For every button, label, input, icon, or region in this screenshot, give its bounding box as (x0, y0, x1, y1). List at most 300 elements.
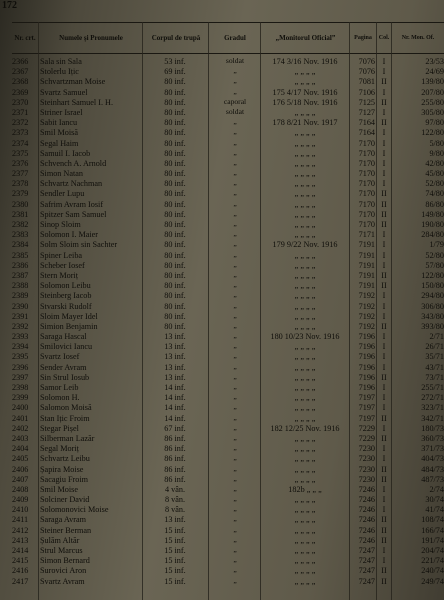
cell-pag: 7170 (358, 209, 375, 219)
cell-corp: 80 inf. (164, 311, 186, 321)
cell-grad: „ (233, 546, 237, 554)
table-row (0, 179, 444, 189)
cell-col: II (381, 413, 387, 423)
cell-mon: „ „ „ „ (294, 270, 316, 280)
cell-pag: 7170 (358, 138, 375, 148)
cell-name: Segal Haim (40, 138, 79, 148)
cell-nr: 2373 (12, 128, 29, 138)
cell-name: Sin Strul Iosub (40, 372, 90, 382)
cell-nr2: 41/74 (425, 505, 444, 515)
cell-mon: „ „ „ „ (294, 311, 316, 321)
header-monitor: „Monitorul Oficial” (275, 33, 336, 42)
table-row (0, 57, 444, 67)
cell-grad: „ (233, 169, 237, 178)
header-col: Col. (378, 34, 390, 41)
cell-pag: 7171 (358, 230, 375, 240)
cell-pag: 7196 (358, 332, 375, 342)
cell-grad: „ (233, 87, 237, 96)
table-row (0, 363, 444, 373)
cell-col: I (382, 332, 386, 342)
cell-corp: 80 inf. (164, 77, 186, 87)
cell-pag: 7076 (358, 57, 375, 66)
cell-name: Steiner Berman (40, 525, 92, 535)
cell-nr2: 1/79 (429, 240, 444, 250)
cell-nr: 2411 (12, 515, 29, 525)
cell-nr2: 122/80 (421, 128, 444, 138)
cell-grad: „ (233, 515, 237, 524)
table-row (0, 200, 444, 210)
cell-pag: 7192 (358, 291, 375, 301)
cell-col: I (382, 342, 386, 352)
cell-name: Schvartzman Moise (40, 77, 106, 87)
cell-col: I (382, 311, 386, 321)
cell-nr: 2366 (12, 57, 29, 66)
cell-mon: „ „ „ „ (294, 107, 316, 117)
cell-nr2: 26/71 (425, 342, 444, 352)
cell-pag: 7197 (358, 393, 375, 403)
cell-col: II (381, 199, 387, 209)
cell-pag: 7229 (358, 433, 375, 443)
cell-nr: 2387 (12, 270, 29, 280)
cell-pag: 7170 (358, 148, 375, 158)
cell-nr2: 42/80 (425, 158, 444, 168)
table-row (0, 495, 444, 505)
table-row (0, 251, 444, 261)
cell-col: II (381, 525, 387, 535)
cell-nr2: 272/71 (421, 393, 444, 403)
header-corp: Corpul de trupă (151, 33, 201, 42)
cell-pag: 7246 (358, 535, 375, 545)
table-row (0, 108, 444, 118)
cell-col: I (382, 128, 386, 138)
cell-corp: 67 inf. (164, 423, 186, 433)
cell-corp: 69 inf. (164, 67, 186, 77)
cell-mon: „ „ „ „ (294, 403, 316, 413)
cell-grad: „ (233, 311, 237, 320)
table-row (0, 332, 444, 342)
cell-corp: 80 inf. (164, 158, 186, 168)
cell-nr2: 284/80 (421, 230, 444, 240)
cell-mon: „ „ „ „ (294, 220, 316, 229)
cell-grad: „ (233, 372, 237, 381)
cell-nr2: 393/80 (421, 321, 444, 331)
cell-pag: 7246 (358, 495, 375, 505)
cell-nr: 2406 (12, 464, 29, 474)
cell-mon: „ „ „ „ (294, 393, 316, 403)
cell-nr2: 2/71 (429, 332, 444, 342)
cell-name: Silberman Lazăr (40, 433, 95, 443)
cell-pag: 7230 (358, 444, 375, 454)
cell-nr2: 2/74 (429, 484, 444, 494)
cell-mon: „ „ „ „ (294, 260, 316, 270)
cell-nr: 2382 (12, 220, 29, 229)
cell-name: Spiner Leiba (40, 250, 83, 260)
cell-corp: 13 inf. (164, 515, 186, 525)
table-row (0, 444, 444, 454)
cell-col: II (381, 474, 387, 484)
cell-nr2: 166/74 (421, 525, 444, 535)
table-row (0, 373, 444, 383)
cell-mon: 175 4/17 Nov. 1916 (272, 87, 338, 97)
cell-col: I (382, 240, 386, 250)
header-name: Numele și Pronumele (59, 33, 123, 42)
cell-nr2: 52/80 (425, 250, 444, 260)
cell-pag: 7127 (358, 107, 375, 117)
cell-mon: „ „ „ „ (294, 301, 316, 311)
cell-col: II (381, 189, 387, 199)
table-row (0, 210, 444, 220)
cell-name: Safrim Avram Iosif (40, 199, 104, 209)
cell-nr: 2392 (12, 321, 29, 331)
cell-nr2: 360/73 (421, 433, 444, 443)
cell-col: II (381, 535, 387, 545)
cell-name: Svartz Avram (40, 576, 85, 586)
cell-grad: „ (233, 464, 237, 473)
cell-name: Saraga Avram (40, 515, 86, 525)
cell-corp: 80 inf. (164, 230, 186, 240)
cell-nr2: 24/69 (425, 67, 444, 77)
cell-name: Sabit Iancu (40, 118, 78, 128)
table-row (0, 118, 444, 128)
cell-pag: 7197 (358, 403, 375, 413)
cell-nr2: 255/80 (421, 97, 444, 107)
cell-nr2: 255/71 (421, 383, 444, 392)
cell-col: I (382, 393, 386, 403)
cell-name: Solomon I. Maier (40, 230, 98, 240)
cell-col: I (382, 169, 386, 179)
cell-nr2: 30/74 (425, 495, 444, 505)
cell-name: Sloim Mayer Idel (40, 311, 98, 321)
cell-name: Stvarski Rudolf (40, 301, 92, 311)
cell-corp: 80 inf. (164, 301, 186, 311)
cell-name: Stegar Pișel (40, 423, 79, 433)
cell-col: II (381, 220, 387, 229)
table-row (0, 67, 444, 77)
table-row (0, 485, 444, 495)
cell-mon: „ „ „ „ (294, 352, 316, 362)
cell-pag: 7125 (358, 97, 375, 107)
cell-col: I (382, 148, 386, 158)
cell-corp: 80 inf. (164, 291, 186, 301)
cell-nr2: 23/53 (425, 57, 444, 66)
table-row (0, 230, 444, 240)
cell-mon: 176 5/18 Nov. 1916 (272, 97, 338, 107)
cell-grad: „ (233, 270, 237, 279)
cell-name: Svartz Iosef (40, 352, 80, 362)
cell-mon: „ „ „ „ (294, 556, 316, 566)
cell-nr: 2390 (12, 301, 29, 311)
cell-name: Solm Sloim sin Sachter (40, 240, 118, 250)
cell-pag: 7191 (358, 240, 375, 250)
header-pag: Pagina (354, 34, 372, 41)
cell-mon: „ „ „ „ (294, 474, 316, 484)
cell-corp: 86 inf. (164, 464, 186, 474)
cell-name: Sala sin Sala (40, 57, 82, 66)
cell-col: I (382, 444, 386, 454)
cell-grad: „ (233, 342, 237, 351)
cell-mon: „ „ „ „ (294, 209, 316, 219)
cell-pag: 7247 (358, 546, 375, 555)
table-row (0, 189, 444, 199)
cell-nr2: 57/80 (425, 260, 444, 270)
cell-col: I (382, 495, 386, 505)
table-row (0, 322, 444, 332)
cell-nr2: 342/71 (421, 413, 444, 423)
cell-grad: „ (233, 423, 237, 432)
cell-nr2: 149/80 (421, 209, 444, 219)
table-row (0, 526, 444, 536)
cell-nr: 2398 (12, 383, 29, 392)
cell-col: I (382, 138, 386, 148)
table-row (0, 556, 444, 566)
cell-col: I (382, 383, 386, 392)
cell-nr: 2379 (12, 189, 29, 199)
cell-name: Scheber Iosef (40, 260, 85, 270)
cell-name: Spitzer Sam Samuel (40, 209, 107, 219)
table-row (0, 414, 444, 424)
table-row (0, 342, 444, 352)
cell-name: Simion Benjamin (40, 321, 98, 331)
cell-col: I (382, 250, 386, 260)
table-row (0, 475, 444, 485)
cell-nr2: 487/73 (421, 474, 444, 484)
cell-mon: „ „ „ „ (294, 535, 316, 545)
cell-nr: 2401 (12, 413, 29, 423)
cell-grad: „ (233, 525, 237, 534)
cell-mon: „ „ „ „ (294, 77, 316, 87)
cell-corp: 15 inf. (164, 546, 186, 555)
cell-nr2: 73/71 (425, 372, 444, 382)
cell-corp: 80 inf. (164, 118, 186, 128)
cell-nr2: 240/74 (421, 566, 444, 576)
cell-name: Steinhart Samuel I. H. (40, 97, 113, 107)
cell-nr: 2395 (12, 352, 29, 362)
cell-name: Stan Ițic Froim (40, 413, 90, 423)
cell-nr: 2412 (12, 525, 29, 535)
cell-grad: „ (233, 281, 237, 290)
cell-nr: 2385 (12, 250, 29, 260)
cell-col: I (382, 505, 386, 515)
cell-nr: 2403 (12, 433, 29, 443)
cell-corp: 80 inf. (164, 97, 186, 107)
cell-nr: 2372 (12, 118, 29, 128)
table-row (0, 434, 444, 444)
cell-pag: 7246 (358, 515, 375, 525)
cell-grad: „ (233, 138, 237, 147)
cell-name: Smilovici Iancu (40, 342, 93, 352)
cell-mon: „ „ „ „ (294, 138, 316, 148)
table-row (0, 159, 444, 169)
cell-pag: 7081 (358, 77, 375, 87)
cell-nr2: 43/71 (425, 362, 444, 372)
cell-grad: „ (233, 556, 237, 565)
cell-col: II (381, 118, 387, 128)
table-row (0, 139, 444, 149)
table-row (0, 220, 444, 230)
table-row (0, 566, 444, 576)
cell-grad: „ (233, 566, 237, 575)
cell-nr2: 191/74 (421, 535, 444, 545)
cell-pag: 7164 (358, 128, 375, 138)
cell-col: I (382, 57, 386, 66)
cell-mon: 179 9/22 Nov. 1916 (272, 240, 338, 250)
cell-nr2: 97/80 (425, 118, 444, 128)
header-bottom-rule (12, 53, 444, 54)
cell-nr2: 204/74 (421, 546, 444, 555)
cell-grad: „ (233, 321, 237, 330)
cell-grad: caporal (223, 97, 247, 106)
cell-nr: 2388 (12, 281, 29, 291)
cell-grad: „ (233, 291, 237, 300)
cell-pag: 7192 (358, 311, 375, 321)
table-row (0, 465, 444, 475)
cell-col: II (381, 321, 387, 331)
cell-nr: 2410 (12, 505, 29, 515)
cell-mon: „ „ „ „ (294, 291, 316, 301)
cell-name: Schvartz Leibu (40, 454, 90, 464)
cell-name: Sender Avram (40, 362, 87, 372)
cell-nr: 2402 (12, 423, 29, 433)
cell-corp: 13 inf. (164, 352, 186, 362)
cell-col: I (382, 546, 386, 555)
cell-corp: 14 inf. (164, 403, 186, 413)
cell-col: II (381, 515, 387, 525)
cell-nr: 2377 (12, 169, 29, 179)
cell-nr2: 294/80 (421, 291, 444, 301)
cell-col: I (382, 230, 386, 240)
cell-grad: „ (233, 230, 237, 239)
cell-name: Salomon Moisă (40, 403, 92, 413)
cell-pag: 7196 (358, 342, 375, 352)
cell-corp: 14 inf. (164, 383, 186, 392)
cell-corp: 80 inf. (164, 321, 186, 331)
cell-pag: 7246 (358, 505, 375, 515)
cell-col: I (382, 423, 386, 433)
cell-name: Simon Natan (40, 169, 83, 179)
cell-col: I (382, 67, 386, 77)
table-row (0, 312, 444, 322)
cell-mon: „ „ „ „ (294, 413, 316, 423)
table-row (0, 128, 444, 138)
cell-name: Svartz Samuel (40, 87, 88, 97)
cell-grad: „ (233, 393, 237, 402)
cell-name: Saraga Hascal (40, 332, 87, 342)
table-row (0, 169, 444, 179)
cell-col: I (382, 454, 386, 464)
cell-nr: 2368 (12, 77, 29, 87)
cell-name: Stolerlu Ițic (40, 67, 79, 77)
cell-mon: 182 12/25 Nov. 1916 (270, 423, 340, 433)
cell-mon: „ „ „ „ (294, 148, 316, 158)
cell-nr2: 249/74 (421, 576, 444, 586)
cell-pag: 7197 (358, 413, 375, 423)
cell-corp: 80 inf. (164, 240, 186, 250)
cell-corp: 15 inf. (164, 576, 186, 586)
cell-corp: 86 inf. (164, 444, 186, 454)
cell-mon: „ „ „ „ (294, 372, 316, 382)
cell-col: I (382, 484, 386, 494)
cell-mon: „ „ „ „ (294, 546, 316, 555)
cell-corp: 80 inf. (164, 199, 186, 209)
cell-corp: 80 inf. (164, 270, 186, 280)
cell-col: II (381, 566, 387, 576)
cell-name: Schvench A. Arnold (40, 158, 107, 168)
cell-nr2: 343/80 (421, 311, 444, 321)
cell-nr2: 404/73 (421, 454, 444, 464)
cell-pag: 7230 (358, 474, 375, 484)
cell-nr: 2405 (12, 454, 29, 464)
cell-grad: „ (233, 250, 237, 259)
cell-mon: „ „ „ „ (294, 576, 316, 586)
cell-mon: „ „ „ „ (294, 179, 316, 189)
cell-nr: 2416 (12, 566, 29, 576)
table-row (0, 515, 444, 525)
cell-pag: 7192 (358, 301, 375, 311)
cell-nr: 2393 (12, 332, 29, 342)
cell-pag: 7191 (358, 250, 375, 260)
cell-mon: „ „ „ „ (294, 383, 316, 392)
cell-pag: 7246 (358, 525, 375, 535)
cell-nr2: 45/80 (425, 169, 444, 179)
cell-mon: „ „ „ „ (294, 454, 316, 464)
cell-nr: 2375 (12, 148, 29, 158)
cell-nr: 2400 (12, 403, 29, 413)
table-row (0, 281, 444, 291)
cell-nr: 2417 (12, 576, 29, 586)
cell-mon: 180 10/23 Nov. 1916 (270, 332, 340, 342)
cell-col: I (382, 291, 386, 301)
cell-name: Solciner David (40, 495, 90, 505)
table-body (0, 57, 444, 587)
cell-corp: 14 inf. (164, 413, 186, 423)
cell-grad: „ (233, 158, 237, 167)
cell-nr2: 305/80 (421, 107, 444, 117)
cell-nr: 2381 (12, 209, 29, 219)
cell-col: II (381, 576, 387, 586)
cell-grad: „ (233, 332, 237, 341)
cell-grad: „ (233, 220, 237, 228)
cell-nr2: 5/80 (429, 138, 444, 148)
cell-corp: 80 inf. (164, 128, 186, 138)
cell-grad: „ (233, 301, 237, 310)
cell-grad: „ (233, 199, 237, 208)
cell-pag: 7247 (358, 566, 375, 576)
cell-name: Sinop Sloim (40, 220, 81, 229)
table-row (0, 393, 444, 403)
table-row (0, 302, 444, 312)
cell-corp: 80 inf. (164, 260, 186, 270)
cell-grad: „ (233, 495, 237, 504)
cell-corp: 86 inf. (164, 474, 186, 484)
table-row (0, 454, 444, 464)
cell-nr: 2391 (12, 311, 29, 321)
cell-pag: 7191 (358, 281, 375, 291)
table-row (0, 424, 444, 434)
cell-nr2: 323/71 (421, 403, 444, 413)
cell-pag: 7170 (358, 169, 375, 179)
cell-col: II (381, 97, 387, 107)
cell-nr2: 108/74 (421, 515, 444, 525)
cell-col: I (382, 403, 386, 413)
cell-name: Smil Moise (40, 484, 78, 494)
cell-grad: „ (233, 179, 237, 188)
cell-col: II (381, 209, 387, 219)
cell-mon: „ „ „ „ (294, 230, 316, 240)
cell-pag: 7191 (358, 260, 375, 270)
cell-pag: 7164 (358, 118, 375, 128)
cell-grad: „ (233, 454, 237, 463)
cell-mon: „ „ „ „ (294, 128, 316, 138)
